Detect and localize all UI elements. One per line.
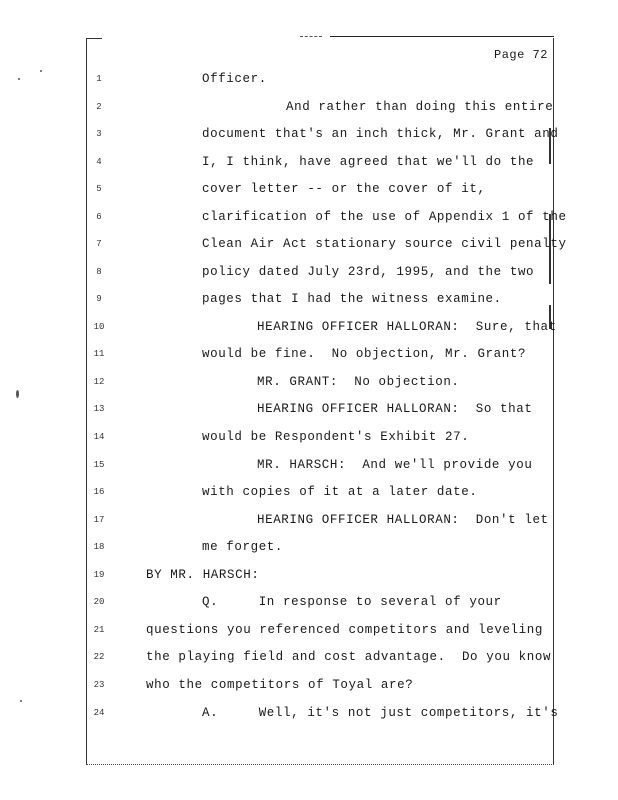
line-23 [0, 676, 560, 694]
line-number: 15 [93, 460, 105, 470]
line-number: 13 [93, 404, 105, 414]
line-number: 17 [93, 515, 105, 525]
left-tick [86, 38, 102, 39]
line-15 [0, 456, 560, 474]
line-number: 5 [96, 184, 102, 194]
line-text: would be fine. No objection, Mr. Grant? [202, 347, 527, 361]
line-number: 14 [93, 432, 105, 442]
line-text: me forget. [202, 540, 284, 554]
line-8 [0, 263, 560, 281]
line-2 [0, 98, 560, 116]
line-text: would be Respondent's Exhibit 27. [202, 430, 470, 444]
line-text: document that's an inch thick, Mr. Grant and [202, 127, 559, 141]
line-text: HEARING OFFICER HALLORAN: So that [257, 402, 533, 416]
line-number: 1 [96, 74, 102, 84]
line-text: Officer. [202, 72, 267, 86]
line-1 [0, 70, 560, 88]
line-9 [0, 290, 560, 308]
line-text: HEARING OFFICER HALLORAN: Sure, that [257, 320, 557, 334]
line-text: A. Well, it's not just competitors, it's [202, 706, 559, 720]
line-number: 23 [93, 680, 105, 690]
line-number: 4 [96, 157, 102, 167]
line-19 [0, 566, 560, 584]
line-number: 3 [96, 129, 102, 139]
line-text: I, I think, have agreed that we'll do the [202, 155, 535, 169]
line-number: 6 [96, 212, 102, 222]
line-text: MR. HARSCH: And we'll provide you [257, 458, 533, 472]
line-number: 22 [93, 652, 105, 662]
line-13 [0, 400, 560, 418]
line-text: cover letter -- or the cover of it, [202, 182, 486, 196]
line-14 [0, 428, 560, 446]
line-text: pages that I had the witness examine. [202, 292, 502, 306]
line-16 [0, 483, 560, 501]
scan-speck [16, 390, 19, 398]
line-text: who the competitors of Toyal are? [146, 678, 414, 692]
line-text: policy dated July 23rd, 1995, and the two [202, 265, 535, 279]
line-number: 19 [93, 570, 105, 580]
top-border [330, 36, 554, 37]
line-number: 7 [96, 239, 102, 249]
line-number: 2 [96, 102, 102, 112]
line-number: 18 [93, 542, 105, 552]
line-number: 21 [93, 625, 105, 635]
line-7 [0, 235, 567, 253]
line-12 [0, 373, 560, 391]
line-number: 24 [93, 708, 105, 718]
line-text: Q. In response to several of your [202, 595, 502, 609]
line-number: 8 [96, 267, 102, 277]
line-text: questions you referenced competitors and leveling [146, 623, 543, 637]
line-4 [0, 153, 560, 171]
line-text: HEARING OFFICER HALLORAN: Don't let [257, 513, 549, 527]
line-6 [0, 208, 567, 226]
line-20 [0, 593, 560, 611]
line-text: And rather than doing this entire [286, 100, 554, 114]
line-text: MR. GRANT: No objection. [257, 375, 460, 389]
line-number: 12 [93, 377, 105, 387]
line-text: Clean Air Act stationary source civil penalty [202, 237, 567, 251]
line-text: clarification of the use of Appendix 1 of the [202, 210, 567, 224]
page-number: Page 72 [494, 48, 548, 62]
line-number: 16 [93, 487, 105, 497]
line-21 [0, 621, 560, 639]
line-17 [0, 511, 560, 529]
bottom-border [86, 764, 554, 765]
line-text: with copies of it at a later date. [202, 485, 478, 499]
top-rule-dash [300, 36, 322, 37]
line-24 [0, 704, 560, 722]
line-number: 11 [93, 349, 105, 359]
line-number: 10 [93, 322, 105, 332]
line-11 [0, 345, 560, 363]
line-10 [0, 318, 560, 336]
line-number: 20 [93, 597, 105, 607]
line-3 [0, 125, 560, 143]
line-text: BY MR. HARSCH: [146, 568, 260, 582]
line-text: the playing field and cost advantage. Do you know [146, 650, 552, 664]
line-number: 9 [96, 294, 102, 304]
line-18 [0, 538, 560, 556]
line-22 [0, 648, 560, 666]
line-5 [0, 180, 560, 198]
scan-speck [20, 700, 22, 702]
